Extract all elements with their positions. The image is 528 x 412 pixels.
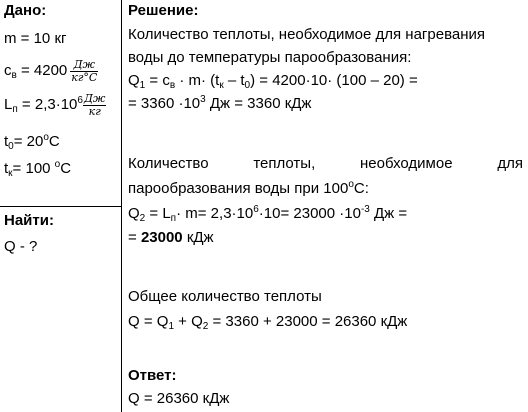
given-heading: Дано: — [4, 2, 47, 19]
given-initial-temp: $t_0= 20^oC$ — [4, 132, 60, 152]
given-latent-heat: $L_п = 2,3\cdot 10^6$ $\frac{Дж}{кг}$ — [4, 91, 106, 118]
given-specific-heat: $c_в = 4200$ $\frac{Дж}{кг^\circ C}$ — [4, 57, 98, 84]
solution-text-2a: Количество теплоты, необходимое для — [128, 155, 523, 172]
equation-q2-result: = 23000 кДж — [128, 229, 214, 246]
solution-text-3: Общее количество теплоты — [128, 288, 322, 305]
column-divider — [121, 0, 122, 412]
specific-heat-unit: $\frac{Дж}{кг^\circ C}$ — [71, 57, 98, 84]
equation-q1-result: = $3360 \cdot 10^3$ Дж = 3360 кДж — [128, 94, 312, 112]
given-mass: m = 10 кг — [4, 30, 67, 47]
equation-total: $Q = Q_1 + Q_2 = 3360 + 23000 = 26360$ кДж — [128, 313, 408, 332]
equation-q2: $Q_2 = L_п\cdot m= 2,3\cdot 10^6\cdot 10= 23000 \cdot 10^{-3}$ Дж = — [128, 204, 408, 224]
solution-heading: Решение: — [128, 2, 199, 19]
solution-text-2b: парообразования воды при 100$^o$C: — [128, 179, 369, 197]
answer-value: Q = 26360 кДж — [128, 390, 230, 407]
solution-text-1a: Количество теплоты, необходимое для нагревания — [128, 26, 486, 43]
answer-heading: Ответ: — [128, 367, 177, 384]
given-boiling-temp: $t_к= 100$ $^o$C — [4, 159, 72, 179]
latent-heat-unit: $\frac{Дж}{кг}$ — [83, 91, 106, 118]
find-heading: Найти: — [4, 212, 54, 229]
solution-text-1b: воды до температуры парообразования: — [128, 49, 412, 66]
equation-q1: $Q_1 = c_в \cdot m\cdot (t_к - t_0) = 4200\cdot 10\cdot (100 - 20)$ = — [128, 72, 418, 91]
given-find-divider — [0, 206, 121, 207]
find-quantity: Q - ? — [4, 238, 38, 255]
